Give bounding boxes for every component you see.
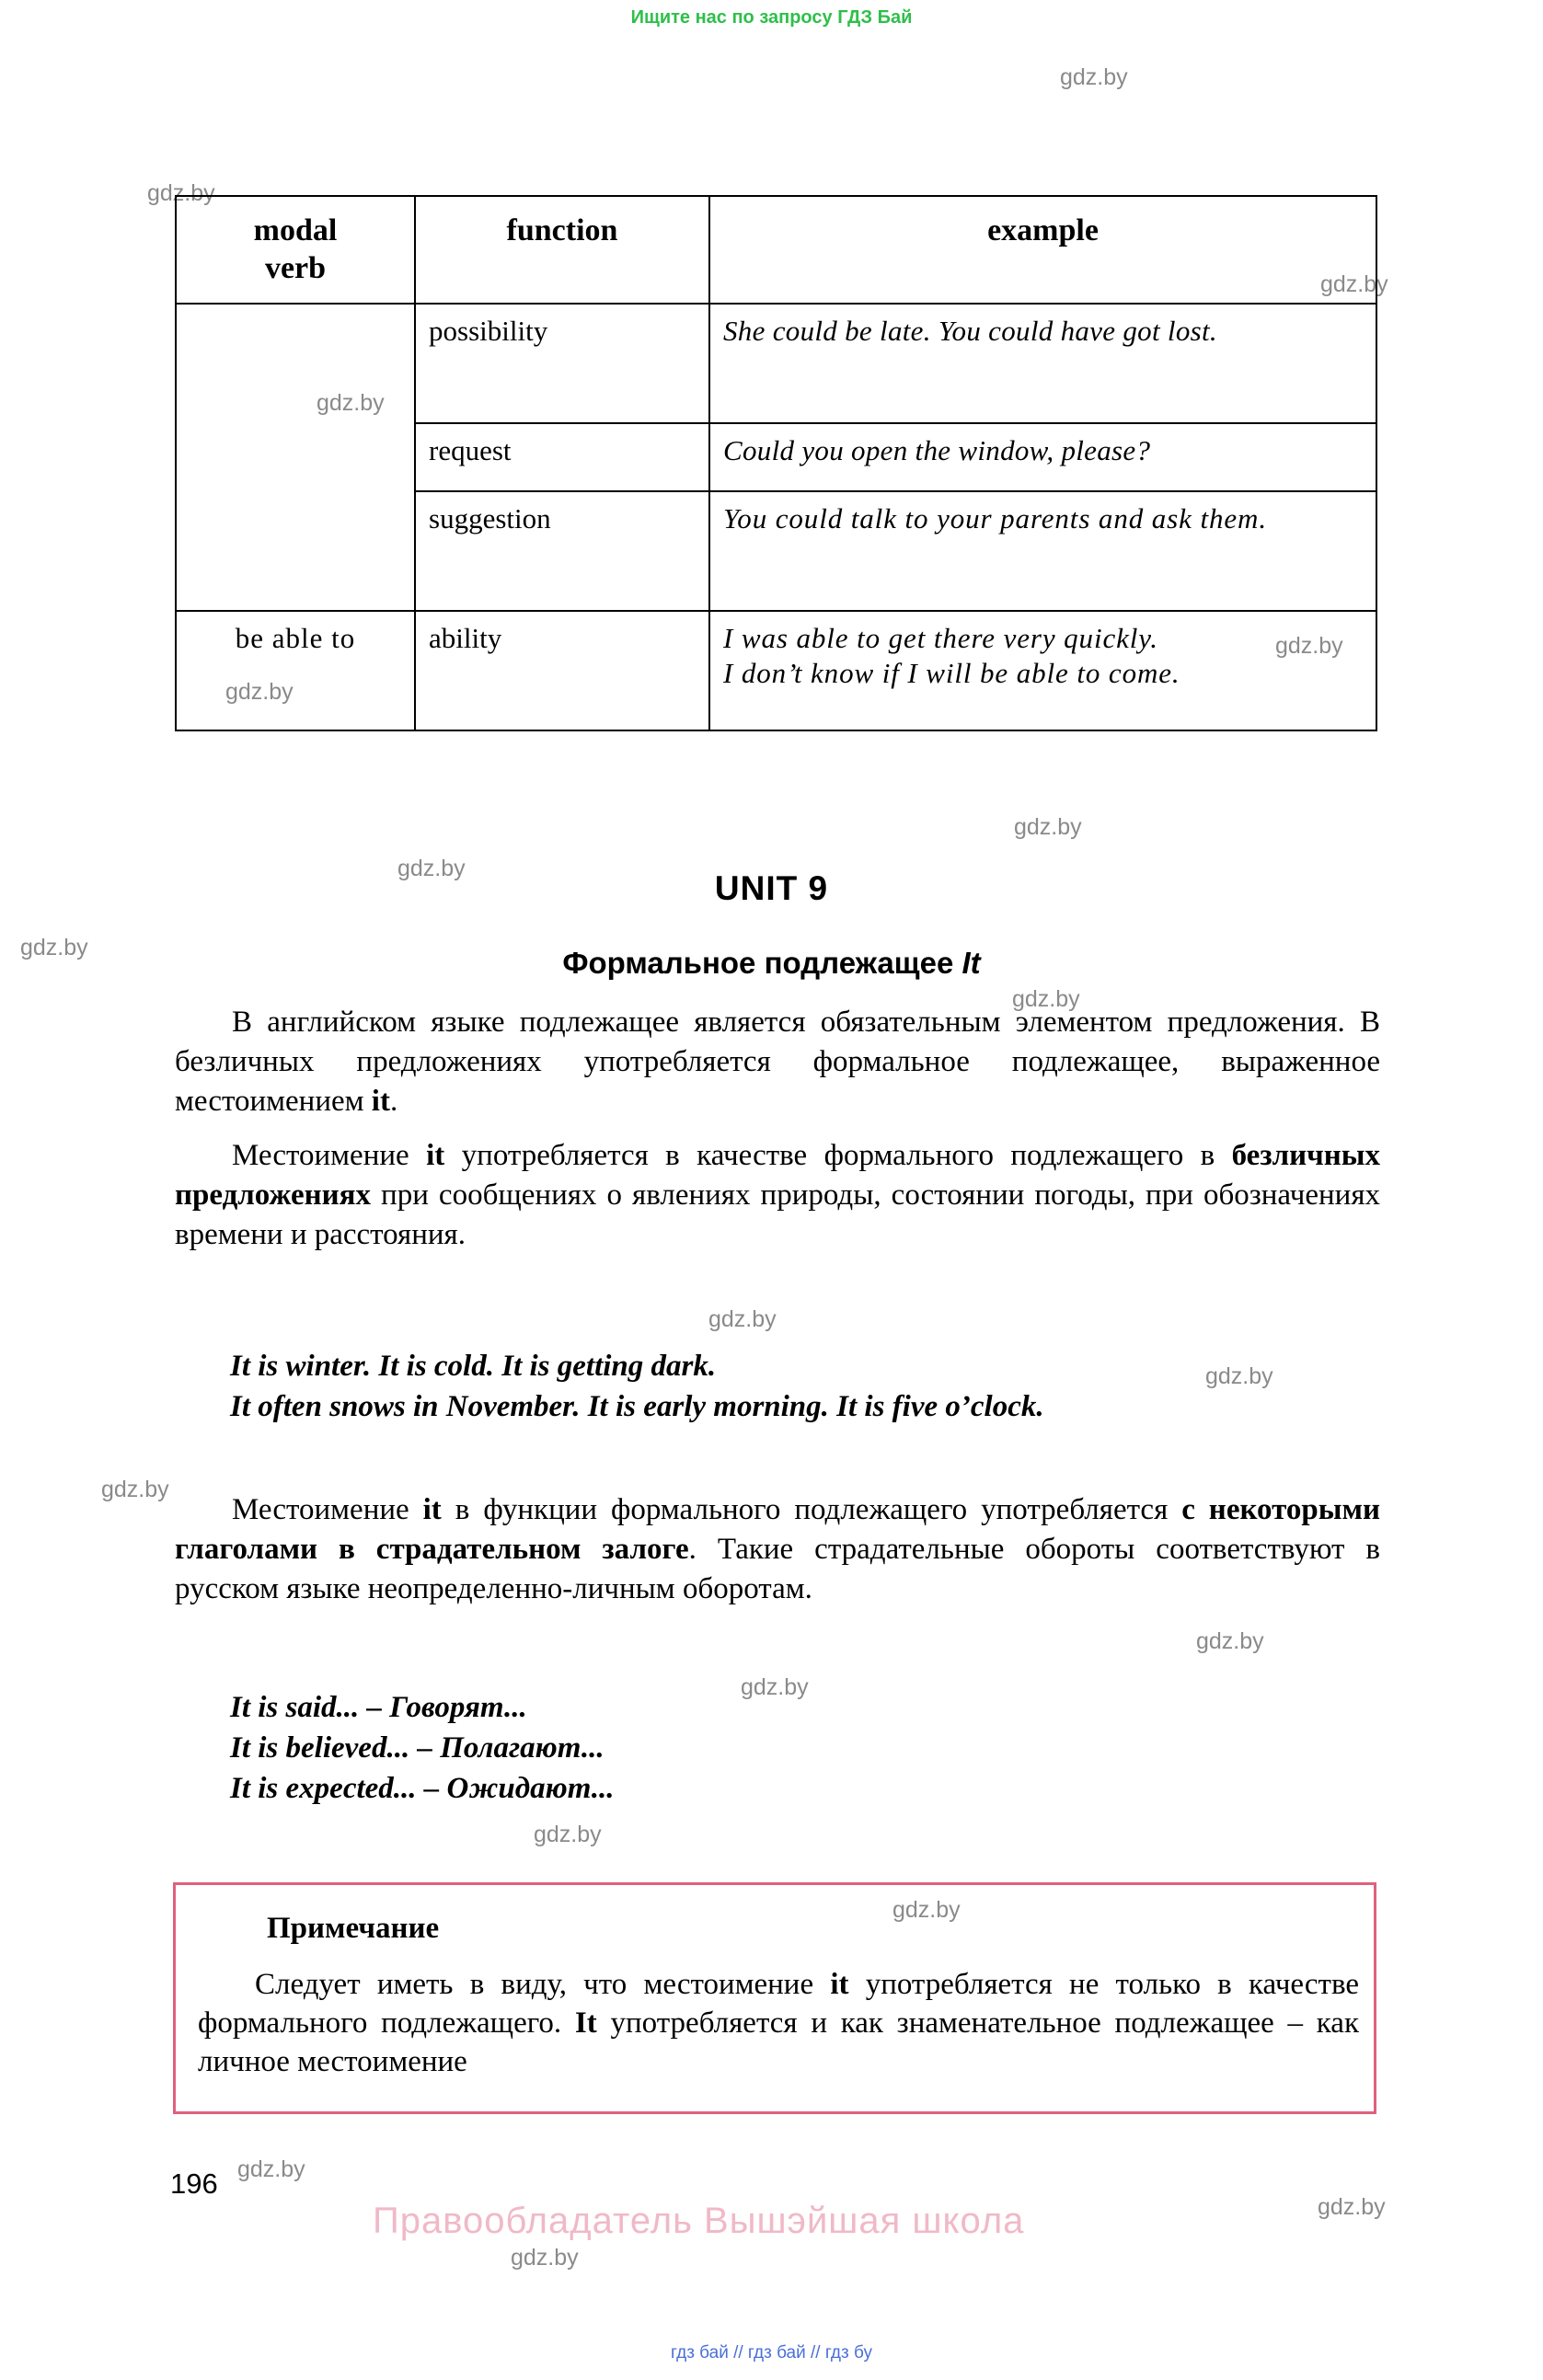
note-text-e: употребляется и как знаменательное подлежащее – как личное местоимение — [198, 2006, 1359, 2079]
paragraph-1-end: . — [389, 1084, 398, 1118]
note-text — [198, 1965, 1359, 2082]
watermark: gdz.by — [237, 2156, 305, 2182]
note-text-a: Следует иметь в виду, что местоимение — [255, 1968, 831, 2001]
watermark: gdz.by — [1320, 271, 1388, 297]
cell-function-request: request — [415, 423, 709, 491]
bottom-watermark-line: гдз бай // гдз бай // гдз бу — [671, 2343, 872, 2363]
watermark: gdz.by — [534, 1822, 602, 1847]
cell-example-suggestion: You could talk to your parents and ask them. — [709, 491, 1376, 611]
section-title — [0, 946, 1543, 981]
cell-function-possibility: possibility — [415, 304, 709, 423]
paragraph-2-a: Местоимение — [232, 1139, 427, 1172]
paragraph-2-bold: безличных предложениях — [175, 1139, 1380, 1212]
header-function: function — [415, 196, 709, 304]
watermark: gdz.by — [147, 180, 215, 206]
section-title-en: It — [961, 946, 981, 980]
paragraph-2-d: при сообщениях о явлениях природы, состоянии погоды, при обозначениях времени и расстояния. — [175, 1178, 1380, 1251]
example-line-1: It is winter. It is cold. It is getting dark. — [230, 1350, 717, 1383]
table-header-row — [176, 196, 1376, 304]
paragraph-1-it: it — [371, 1084, 390, 1118]
publisher-watermark: Правообладатель Вышэйшая школа — [373, 2201, 1025, 2241]
note-text-it-1: it — [830, 1968, 849, 2001]
watermark: gdz.by — [225, 679, 294, 705]
watermark: gdz.by — [892, 1897, 961, 1923]
paragraph-2-it: it — [426, 1139, 445, 1172]
cell-example-request: Could you open the window, please? — [709, 423, 1376, 491]
cell-modal-verb-be-able-to: be able to — [176, 611, 415, 730]
paragraph-3-a: Местоимение — [232, 1493, 423, 1526]
watermark: gdz.by — [397, 856, 466, 881]
watermark: gdz.by — [1196, 1628, 1264, 1654]
cell-function-ability: ability — [415, 611, 709, 730]
example-line — [230, 1688, 1408, 1729]
paragraph-3-it: it — [422, 1493, 442, 1526]
watermark: gdz.by — [708, 1306, 777, 1332]
paragraph-3-d: . Такие страдательные обороты соответствуют в русском языке неопределенно-личным оборотам. — [175, 1532, 1380, 1605]
note-text-it-2: It — [574, 2006, 597, 2041]
cell-example-ability-line2: I don’t know if I will be able to come. — [723, 656, 1180, 689]
watermark: gdz.by — [511, 2245, 579, 2271]
cell-example-ability-line1: I was able to get there very quickly. — [723, 621, 1158, 654]
watermark: gdz.by — [101, 1477, 169, 1502]
example-said: It is said... – Говорят... — [230, 1691, 527, 1724]
paragraph-2 — [175, 1136, 1380, 1255]
watermark: gdz.by — [1012, 986, 1080, 1012]
unit-title: UNIT 9 — [714, 869, 829, 907]
table-row — [176, 611, 1376, 730]
note-text-c: употребляется не только в качестве формального подлежащего. — [198, 1968, 1360, 2041]
table-row — [176, 304, 1376, 423]
example-expected: It is expected... – Ожидают... — [230, 1771, 615, 1805]
cell-function-suggestion: suggestion — [415, 491, 709, 611]
watermark: gdz.by — [1205, 1363, 1273, 1389]
modal-verbs-table — [175, 195, 1377, 731]
page-number: 196 — [170, 2167, 218, 2200]
watermark: gdz.by — [741, 1674, 809, 1700]
paragraph-2-c: употребляется в качестве формального подлежащего в — [444, 1139, 1232, 1172]
paragraph-3 — [175, 1490, 1380, 1609]
watermark: gdz.by — [1060, 64, 1128, 90]
watermark: gdz.by — [1275, 633, 1343, 659]
examples-weather — [230, 1347, 1408, 1428]
header-modal-verb-line1: modal — [253, 213, 338, 247]
top-banner: Ищите нас по запросу ГДЗ Бай — [630, 7, 913, 28]
examples-passive — [230, 1688, 1408, 1810]
example-line — [230, 1769, 1408, 1810]
cell-example-possibility: She could be late. You could have got lost. — [709, 304, 1376, 423]
example-line — [230, 1729, 1408, 1769]
example-believed: It is believed... – Полагают... — [230, 1730, 605, 1765]
cell-modal-verb-could — [176, 304, 415, 611]
watermark: gdz.by — [1318, 2194, 1386, 2220]
header-example: example — [709, 196, 1376, 304]
watermark: gdz.by — [317, 390, 385, 416]
watermark: gdz.by — [20, 935, 88, 960]
cell-example-ability — [709, 611, 1376, 730]
paragraph-1 — [175, 1003, 1380, 1121]
example-line-2: It often snows in November. It is early morning. It is five o’clock. — [230, 1389, 1044, 1423]
example-line — [230, 1387, 1408, 1428]
header-modal-verb — [176, 196, 415, 304]
header-modal-verb-line2: verb — [264, 251, 327, 286]
paragraph-3-c: в функции формального подлежащего употребляется — [441, 1493, 1182, 1526]
paragraph-1-text: В английском языке подлежащее является обязательным элементом предложения. В безличных предложениях употребляется формальное подлежащее, выраженное местоимением — [175, 1006, 1380, 1118]
watermark: gdz.by — [1014, 814, 1082, 840]
section-title-ru: Формальное подлежащее — [562, 946, 962, 980]
paragraph-3-bold: с некоторыми глаголами в страдательном залоге — [175, 1493, 1380, 1566]
example-line — [230, 1347, 1408, 1387]
note-title: Примечание — [267, 1912, 440, 1945]
